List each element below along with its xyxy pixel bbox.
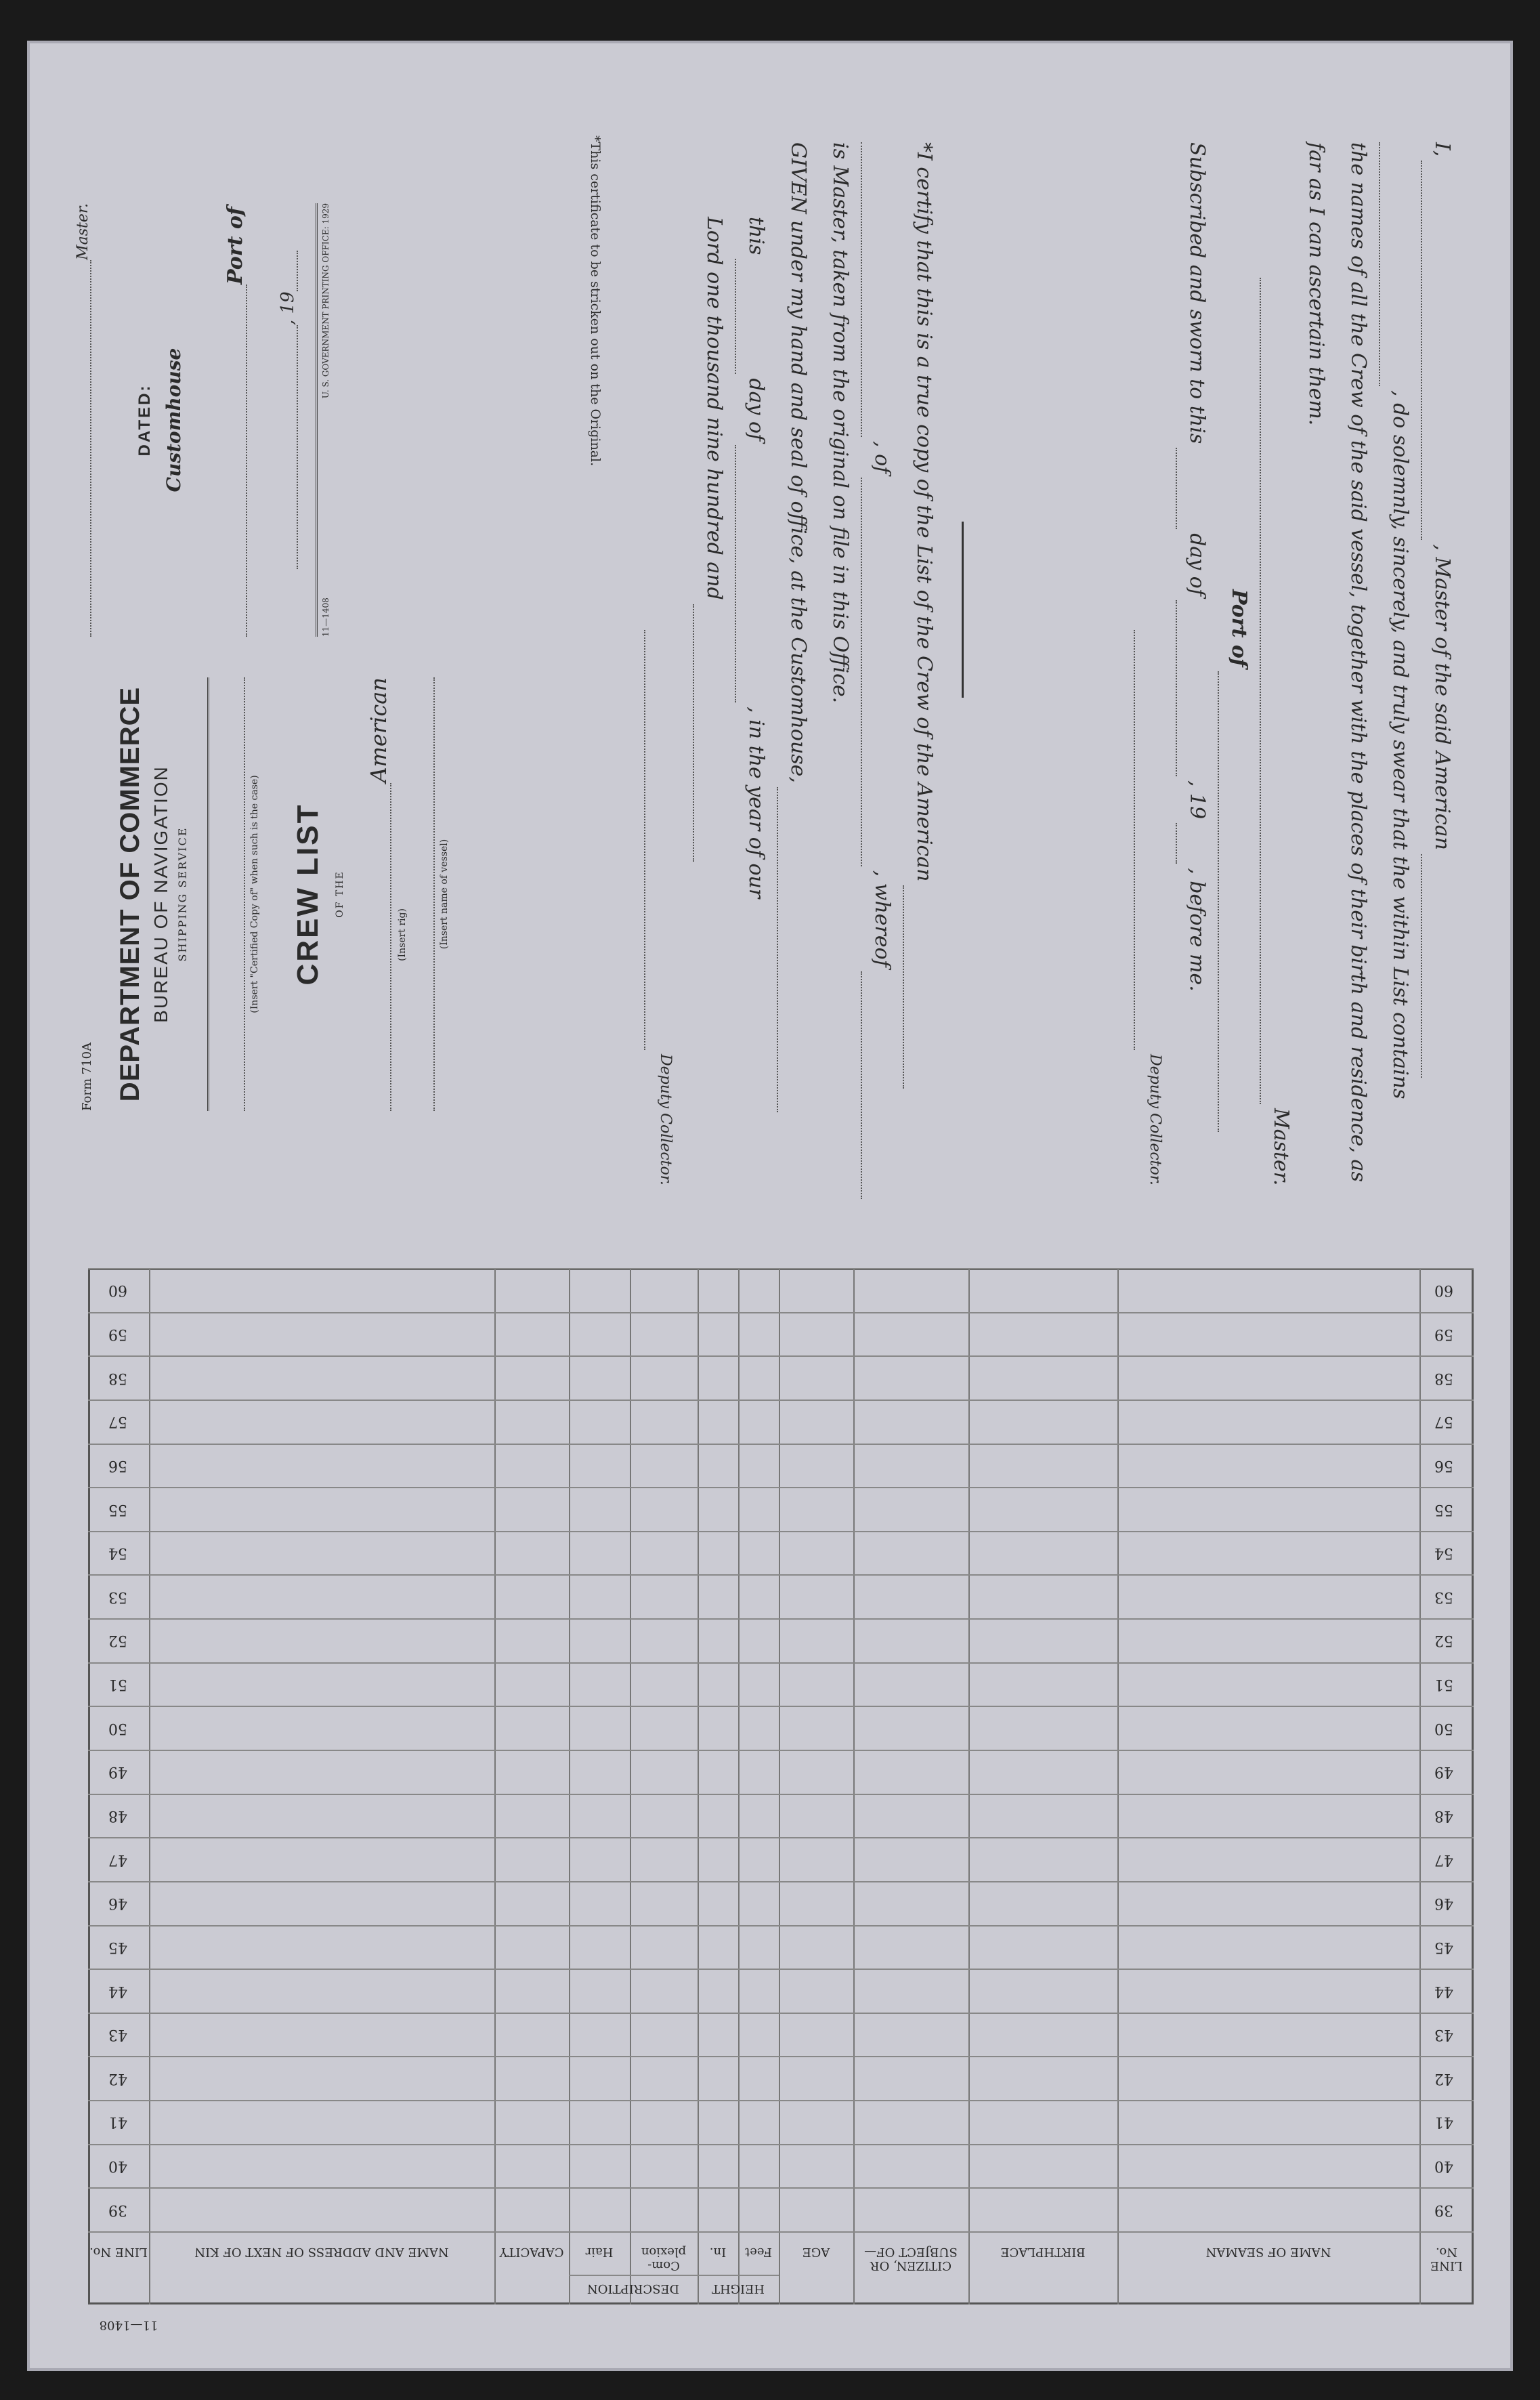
- oath-19: , 19: [1185, 780, 1209, 820]
- header-line-no: LINE No.: [1430, 2245, 1463, 2273]
- cover-19: , 19: [278, 291, 298, 325]
- header-feet: Feet: [744, 2245, 773, 2259]
- table-row[interactable]: [149, 2144, 1419, 2188]
- header-name: NAME OF SEAMAN: [1205, 2245, 1331, 2259]
- header-line-no: LINE No.: [89, 2245, 148, 2259]
- crew-list-sheet: [27, 41, 1513, 2371]
- line-number-left: 53: [108, 1588, 127, 1605]
- header-next-of-kin: NAME AND ADDRESS OF NEXT OF KIN: [194, 2245, 449, 2259]
- line-number-right: 45: [1434, 1938, 1453, 1956]
- rig-field[interactable]: [390, 783, 391, 1111]
- table-row[interactable]: [149, 1794, 1419, 1838]
- line-number-right: 40: [1434, 2157, 1453, 2175]
- oath-line3: the names of all the Crew of the said vessel, together with the places of their birth and residence, as: [1346, 142, 1370, 1182]
- certified-copy-field[interactable]: [244, 677, 245, 1111]
- line-number-right: 52: [1434, 1632, 1453, 1649]
- port-field[interactable]: [1218, 671, 1219, 1132]
- cert-line6: Lord one thousand nine hundred and: [702, 217, 726, 600]
- line-number-right: 41: [1434, 2113, 1453, 2131]
- table-row[interactable]: [149, 1750, 1419, 1794]
- vessel-field-2[interactable]: [1379, 142, 1380, 386]
- master-signature-field[interactable]: [1260, 278, 1261, 1104]
- line-number-left: 40: [108, 2157, 127, 2175]
- line-number-right: 57: [1434, 1413, 1453, 1431]
- table-row[interactable]: [149, 1312, 1419, 1356]
- line-number-right: 47: [1434, 1851, 1453, 1868]
- table-row[interactable]: [149, 1618, 1419, 1662]
- table-row[interactable]: [149, 1969, 1419, 2013]
- cert-month-field[interactable]: [735, 445, 736, 702]
- cover-master: Master.: [74, 203, 91, 260]
- cert-vessel-field-2[interactable]: [861, 142, 862, 437]
- sworn-month-field[interactable]: [1176, 600, 1177, 776]
- of-the: OF THE: [335, 870, 345, 918]
- cert-of-field[interactable]: [861, 478, 862, 866]
- table-row[interactable]: [149, 2187, 1419, 2231]
- line-number-left: 41: [108, 2113, 127, 2131]
- line-number-left: 44: [108, 1982, 127, 2000]
- table-row[interactable]: [149, 1268, 1419, 1312]
- sworn-year-field[interactable]: [1176, 823, 1177, 864]
- certified-copy-hint: (Insert "Certified Copy of" when such is the case): [249, 775, 260, 1013]
- dated-label: DATED:: [135, 383, 154, 457]
- cover-date-field[interactable]: [297, 325, 298, 569]
- printer-code: 11—1408: [321, 597, 330, 637]
- cert-line3: is Master, taken from the original on file in this Office.: [828, 142, 852, 704]
- cover-lower: [74, 81, 494, 637]
- cert-deputy-collector: Deputy Collector.: [657, 1054, 674, 1185]
- line-number-right: 48: [1434, 1807, 1453, 1824]
- crew-table: [88, 1268, 1474, 2332]
- line-number-left: 58: [108, 1369, 127, 1387]
- oath-before-me: , before me.: [1185, 868, 1209, 992]
- table-row[interactable]: [149, 1531, 1419, 1575]
- line-number-left: 52: [108, 1632, 127, 1649]
- line-number-right: 50: [1434, 1719, 1453, 1737]
- line-number-left: 57: [108, 1413, 127, 1431]
- cert-year-field[interactable]: [693, 604, 694, 862]
- vessel-name-hint: (Insert name of vessel): [439, 839, 450, 950]
- table-row[interactable]: [149, 2056, 1419, 2100]
- line-number-right: 49: [1434, 1763, 1453, 1781]
- table-row[interactable]: [149, 1662, 1419, 1706]
- line-number-right: 46: [1434, 1895, 1453, 1912]
- table-row[interactable]: [149, 1487, 1419, 1531]
- line-number-left: 43: [108, 2026, 127, 2044]
- header-age: AGE: [802, 2245, 830, 2259]
- table-row[interactable]: [149, 1355, 1419, 1399]
- header-group-description: DESCRIPTION: [586, 2281, 680, 2296]
- table-row[interactable]: [149, 2100, 1419, 2144]
- vessel-name-field[interactable]: [1421, 854, 1422, 1078]
- line-number-left: 47: [108, 1851, 127, 1868]
- oath-i: I,: [1430, 142, 1454, 157]
- line-number-left: 54: [108, 1544, 127, 1562]
- master-name-field[interactable]: [1421, 161, 1422, 540]
- line-number-right: 39: [1434, 2201, 1453, 2218]
- oath-master-label: Master.: [1269, 1108, 1293, 1186]
- table-row-rule: [88, 2231, 1474, 2233]
- cert-vessel-field[interactable]: [903, 885, 904, 1089]
- footnote-text: *This certificate to be stricken out on the Original.: [588, 135, 603, 467]
- line-number-left: 42: [108, 2069, 127, 2087]
- line-number-left: 59: [108, 1325, 127, 1343]
- cert-line4: GIVEN under my hand and seal of office, at the Customhouse,: [786, 142, 810, 783]
- american-label: American: [366, 677, 391, 783]
- seal-line: [962, 522, 964, 698]
- line-number-left: 39: [108, 2201, 127, 2218]
- oath-deputy-signature-field[interactable]: [1134, 630, 1135, 1050]
- cert-of: , of: [870, 441, 894, 474]
- oath-day-of: day of: [1185, 533, 1209, 596]
- line-number-right: 56: [1434, 1456, 1453, 1474]
- copy-certificate: [644, 142, 945, 1199]
- line-number-right: 44: [1434, 1982, 1453, 2000]
- cover-port-of: Port of: [223, 207, 247, 285]
- line-number-left: 55: [108, 1500, 127, 1518]
- header-birthplace: BIRTHPLACE: [1000, 2245, 1086, 2259]
- table-column-rule: [1419, 1268, 1421, 2304]
- customhouse-label: Customhouse: [163, 348, 185, 492]
- cert-year: , in the year of our: [744, 707, 768, 899]
- line-number-right: 53: [1434, 1588, 1453, 1605]
- line-number-right: 42: [1434, 2069, 1453, 2087]
- table-row[interactable]: [149, 1706, 1419, 1750]
- table-row[interactable]: [149, 1399, 1419, 1444]
- oath-line4: far as I can ascertain them.: [1304, 142, 1328, 426]
- table-row[interactable]: [149, 1881, 1419, 1925]
- rig-hint: (Insert rig): [397, 908, 408, 961]
- line-number-right: 54: [1434, 1544, 1453, 1562]
- sworn-day-field[interactable]: [1176, 448, 1177, 529]
- line-number-left: 49: [108, 1763, 127, 1781]
- table-row[interactable]: [149, 1574, 1419, 1618]
- header-subrule: [569, 2275, 779, 2276]
- line-number-left: 60: [108, 1282, 127, 1299]
- header-group-height: HEIGHT: [711, 2281, 765, 2296]
- service-title: SHIPPING SERVICE: [176, 826, 189, 962]
- line-number-right: 43: [1434, 2026, 1453, 2044]
- oath-subscribed: Subscribed and sworn to this: [1185, 142, 1209, 444]
- cover-rule: [207, 677, 209, 1111]
- cert-customhouse-field[interactable]: [777, 787, 778, 1112]
- cert-this: this: [744, 217, 768, 255]
- vessel-name-field-cover[interactable]: [433, 677, 435, 1111]
- header-citizen: CITIZEN, OR SUBJECT OF—: [864, 2245, 958, 2273]
- printer-line: U. S. GOVERNMENT PRINTING OFFICE: 1929: [321, 203, 330, 399]
- cert-day-of: day of: [744, 378, 768, 442]
- cert-deputy-signature-field[interactable]: [644, 630, 645, 1050]
- cert-whereof: , whereof: [870, 870, 894, 967]
- table-row[interactable]: [149, 1444, 1419, 1488]
- master-oath: [1134, 142, 1463, 1240]
- cert-day-field[interactable]: [735, 259, 736, 374]
- header-capacity: CAPACITY: [499, 2245, 564, 2259]
- line-number-right: 59: [1434, 1325, 1453, 1343]
- line-number-right: 55: [1434, 1500, 1453, 1518]
- line-number-left: 48: [108, 1807, 127, 1824]
- oath-port-label: Port of: [1227, 589, 1251, 667]
- header-complexion: Com- plexion: [641, 2245, 687, 2273]
- line-number-left: 46: [108, 1895, 127, 1912]
- line-number-left: 45: [108, 1938, 127, 1956]
- line-number-left: 56: [108, 1456, 127, 1474]
- line-number-right: 60: [1434, 1282, 1453, 1299]
- bureau-title: BUREAU OF NAVIGATION: [150, 765, 171, 1023]
- header-inches: In.: [709, 2245, 727, 2259]
- oath-deputy-collector: Deputy Collector.: [1147, 1054, 1163, 1185]
- certificate-footnote: [588, 135, 603, 466]
- header-hair: Hair: [585, 2245, 614, 2259]
- oath-line1: , Master of the said American: [1430, 544, 1454, 850]
- bottom-form-code: 11—1408: [99, 2318, 158, 2332]
- cert-line1: *I certify that this is a true copy of the List of the Crew of the American: [912, 142, 936, 882]
- table-row[interactable]: [149, 1837, 1419, 1881]
- crew-list-title: CREW LIST: [291, 803, 324, 986]
- cert-master-field[interactable]: [861, 971, 862, 1199]
- line-number-left: 50: [108, 1719, 127, 1737]
- line-number-right: 51: [1434, 1676, 1453, 1693]
- cover-year-field[interactable]: [297, 251, 298, 291]
- cover-port-field[interactable]: [246, 285, 247, 637]
- line-number-left: 51: [108, 1676, 127, 1693]
- table-row[interactable]: [149, 1925, 1419, 1969]
- department-title: DEPARTMENT OF COMMERCE: [115, 686, 145, 1102]
- form-number: Form 710A: [80, 1042, 94, 1111]
- cover-bottom-rule: [316, 203, 318, 637]
- line-number-right: 58: [1434, 1369, 1453, 1387]
- master-name-cover-field[interactable]: [90, 260, 91, 637]
- oath-line2: , do solemnly, sincerely, and truly swear that the within List contains: [1388, 390, 1412, 1099]
- table-row[interactable]: [149, 2013, 1419, 2057]
